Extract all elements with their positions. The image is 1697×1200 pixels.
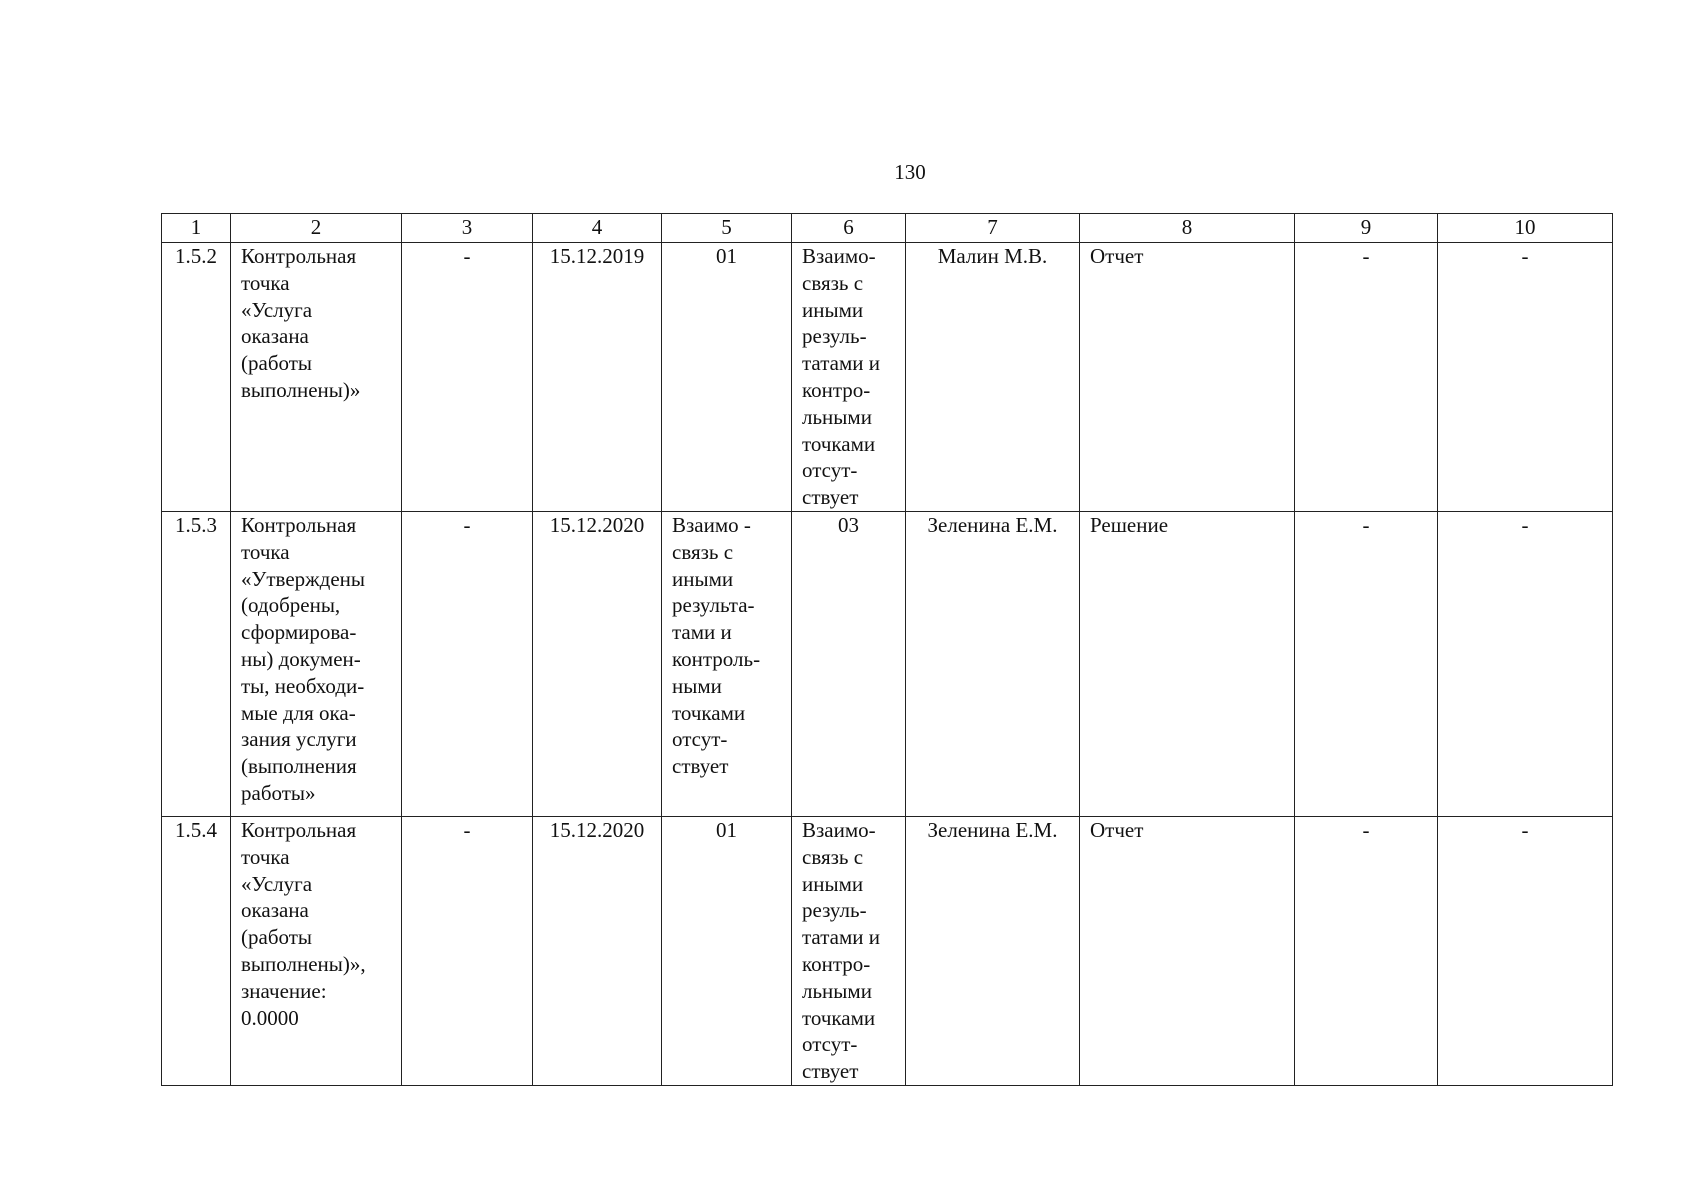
row-date-cell: 15.12.2020 xyxy=(533,511,662,816)
table-row xyxy=(162,816,1613,1085)
row-col5-cell: 01 xyxy=(662,243,792,512)
row-document-cell: Отчет xyxy=(1080,816,1295,1085)
column-header: 4 xyxy=(533,214,662,243)
row-col5-cell: 01 xyxy=(662,816,792,1085)
row-col9-cell: - xyxy=(1295,511,1438,816)
row-name-cell: Контрольная точка «Услуга оказана (работы выполнены)», значение: 0.0000 xyxy=(231,816,402,1085)
row-col9-cell: - xyxy=(1295,243,1438,512)
row-col10-cell: - xyxy=(1438,816,1613,1085)
table-header-row xyxy=(162,214,1613,243)
column-header: 10 xyxy=(1438,214,1613,243)
row-name-cell: Контрольная точка «Услуга оказана (работы выполнены)» xyxy=(231,243,402,512)
column-header: 5 xyxy=(662,214,792,243)
row-col10-cell: - xyxy=(1438,243,1613,512)
row-id-cell: 1.5.4 xyxy=(162,816,231,1085)
row-col5-cell: Взаимо - связь с иными результа- тами и контроль- ными точками отсут- ствует xyxy=(662,511,792,816)
row-col10-cell: - xyxy=(1438,511,1613,816)
row-col6-cell: Взаимо- связь с иными резуль- татами и контро- льными точками отсут- ствует xyxy=(792,816,906,1085)
table-row xyxy=(162,243,1613,512)
row-date-cell: 15.12.2019 xyxy=(533,243,662,512)
page-number: 130 xyxy=(894,160,926,184)
row-id-cell: 1.5.3 xyxy=(162,511,231,816)
row-responsible-cell: Зеленина Е.М. xyxy=(906,816,1080,1085)
row-id-cell: 1.5.2 xyxy=(162,243,231,512)
column-header: 7 xyxy=(906,214,1080,243)
row-name-cell: Контрольная точка «Утверждены (одобрены, сформирова- ны) докумен- ты, необходи- мые для ока- зания услуги (выполнения работы» xyxy=(231,511,402,816)
column-header: 9 xyxy=(1295,214,1438,243)
row-date-cell: 15.12.2020 xyxy=(533,816,662,1085)
row-col9-cell: - xyxy=(1295,816,1438,1085)
column-header: 3 xyxy=(402,214,533,243)
control-points-table xyxy=(161,213,1613,1086)
row-col3-cell: - xyxy=(402,243,533,512)
row-responsible-cell: Зеленина Е.М. xyxy=(906,511,1080,816)
column-header: 6 xyxy=(792,214,906,243)
row-responsible-cell: Малин М.В. xyxy=(906,243,1080,512)
column-header: 1 xyxy=(162,214,231,243)
row-document-cell: Отчет xyxy=(1080,243,1295,512)
table-row xyxy=(162,511,1613,816)
row-col3-cell: - xyxy=(402,511,533,816)
row-col3-cell: - xyxy=(402,816,533,1085)
row-col6-cell: Взаимо- связь с иными резуль- татами и контро- льными точками отсут- ствует xyxy=(792,243,906,512)
column-header: 2 xyxy=(231,214,402,243)
row-col6-cell: 03 xyxy=(792,511,906,816)
column-header: 8 xyxy=(1080,214,1295,243)
row-document-cell: Решение xyxy=(1080,511,1295,816)
